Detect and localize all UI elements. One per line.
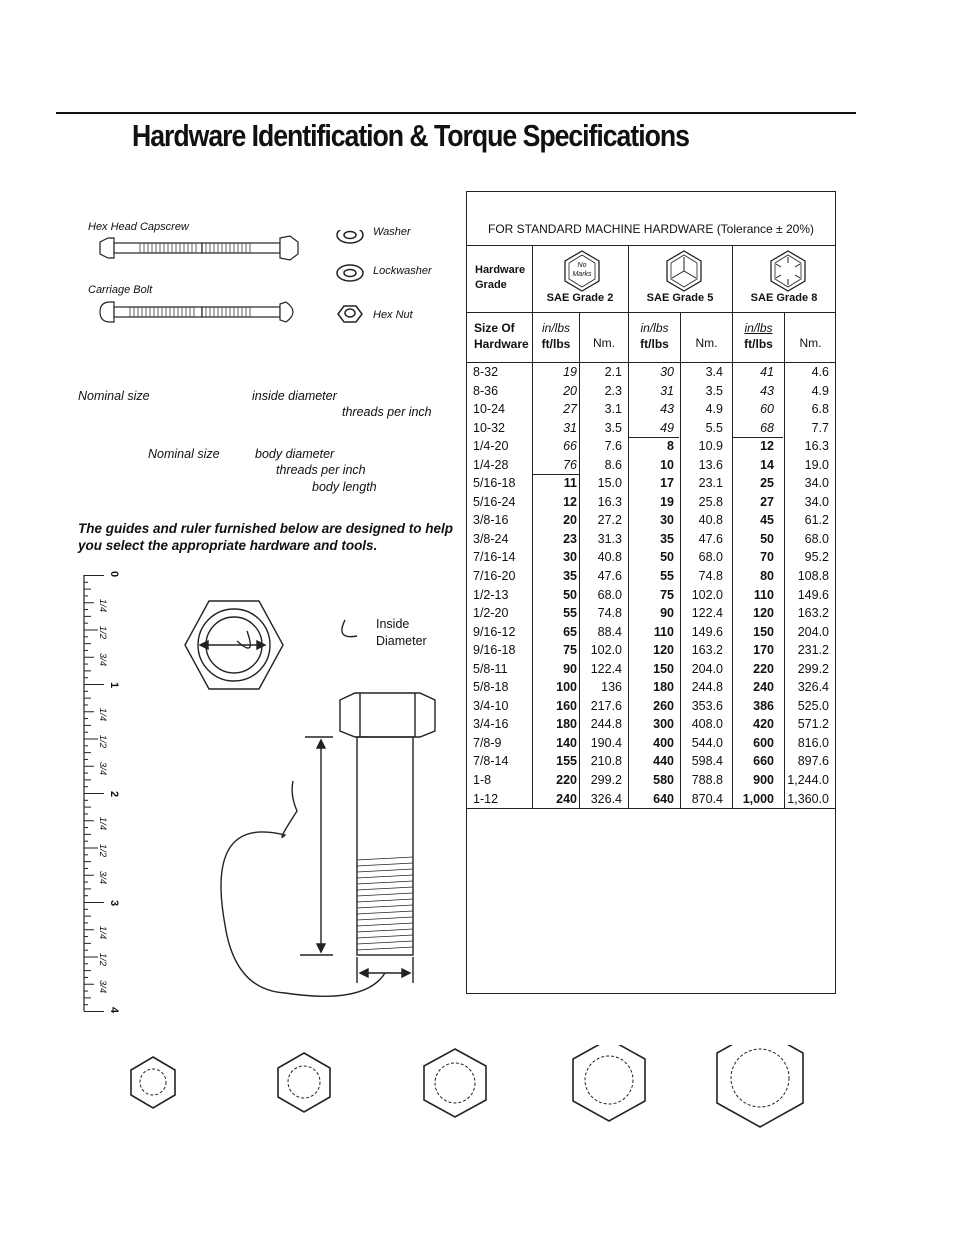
size-cell: 1-12 <box>473 791 499 806</box>
g2-unit-nm: Nm. <box>593 336 615 350</box>
g5-ftlbs-cell: 35 <box>660 531 674 546</box>
size-label-line2: Hardware <box>474 337 529 351</box>
g2-nm-cell: 15.0 <box>597 476 622 491</box>
g8-ftlbs-cell: 660 <box>753 754 774 769</box>
size-cell: 5/8-11 <box>473 661 508 676</box>
table-row <box>466 474 836 493</box>
g8-ftlbs-cell: 110 <box>753 587 774 602</box>
g5-ftlbs-cell: 31 <box>660 383 674 398</box>
g5-ftlbs-cell: 43 <box>660 402 674 417</box>
table-row <box>466 604 836 623</box>
g2-ftlbs-cell: 20 <box>563 383 577 398</box>
bolt-body-diameter: body diameter <box>255 447 335 461</box>
g5-nm-cell: 68.0 <box>698 550 723 565</box>
top-rule <box>56 112 856 114</box>
size-cell: 1/2-13 <box>473 587 509 602</box>
table-row <box>466 586 836 605</box>
size-cell: 8-32 <box>473 365 499 379</box>
g8-nm-cell: 231.2 <box>797 643 829 658</box>
size-cell: 10-32 <box>473 420 505 435</box>
size-cell: 1/4-20 <box>473 439 509 454</box>
g2-nm-cell: 190.4 <box>590 735 622 750</box>
g2-ftlbs-cell: 35 <box>563 569 577 584</box>
g2-nm-cell: 74.8 <box>597 606 622 621</box>
g5-ftlbs-cell: 110 <box>653 624 674 639</box>
g5-nm-cell: 13.6 <box>698 457 723 472</box>
g5-ftlbs-cell: 440 <box>653 754 674 769</box>
g5-ftlbs-cell: 30 <box>660 513 674 528</box>
ruler-frac: 1/4 <box>97 816 109 831</box>
g2-ftlbs-cell: 55 <box>563 606 577 621</box>
hex-nut-icon <box>338 306 362 322</box>
g2-ftlbs-cell: 155 <box>556 754 577 769</box>
g2-nm-cell: 68.0 <box>597 587 622 602</box>
g2-ftlbs-cell: 220 <box>556 773 577 788</box>
table-row <box>466 437 836 456</box>
table-row <box>466 456 836 475</box>
g2-nm-cell: 326.4 <box>590 791 622 806</box>
ruler-label-2: 2 <box>108 790 121 798</box>
g5-ftlbs-cell: 120 <box>653 643 674 658</box>
hex-guide-2-icon <box>278 1053 330 1112</box>
hardware-illustrations <box>90 230 370 330</box>
g2-nm-cell: 136 <box>601 680 622 695</box>
g8-nm-cell: 525.0 <box>797 698 829 713</box>
g8-nm-cell: 299.2 <box>797 661 829 676</box>
g2-nm-cell: 122.4 <box>590 661 622 676</box>
label-hex-head-capscrew: Hex Head Capscrew <box>88 221 189 233</box>
g5-ftlbs-cell: 10 <box>660 457 674 472</box>
size-cell: 5/16-24 <box>473 494 516 509</box>
g5-nm-cell: 149.6 <box>691 624 723 639</box>
g2-nm-cell: 40.8 <box>597 550 622 565</box>
g8-nm-cell: 19.0 <box>804 457 829 472</box>
table-row <box>466 790 836 809</box>
g2-ftlbs-cell: 76 <box>563 457 577 472</box>
size-cell: 3/8-24 <box>473 531 509 546</box>
g2-nm-cell: 88.4 <box>597 624 622 639</box>
g5-nm-cell: 23.1 <box>698 476 723 491</box>
g2-ftlbs-cell: 27 <box>563 402 577 417</box>
g5-ftlbs-cell: 17 <box>660 476 674 491</box>
g2-nm-cell: 2.1 <box>604 365 622 379</box>
g8-ftlbs-cell: 120 <box>753 606 774 621</box>
g5-ftlbs-cell: 19 <box>660 494 674 509</box>
g8-unit-ftlbs: ft/lbs <box>744 337 773 351</box>
g5-nm-cell: 598.4 <box>691 754 723 769</box>
size-cell: 1/2-20 <box>473 606 509 621</box>
g8-nm-cell: 163.2 <box>797 606 829 621</box>
grade8-label: SAE Grade 8 <box>750 292 818 304</box>
ruler-frac: 3/4 <box>97 870 109 885</box>
g5-nm-cell: 40.8 <box>698 513 723 528</box>
size-cell: 10-24 <box>473 402 505 417</box>
size-cell: 9/16-18 <box>473 643 516 658</box>
g5-ftlbs-cell: 180 <box>653 680 674 695</box>
g5-unit-inlbs: in/lbs <box>640 321 669 335</box>
g5-ftlbs-cell: 50 <box>660 550 674 565</box>
no-marks-label <box>566 261 598 279</box>
g2-nm-cell: 16.3 <box>597 494 622 509</box>
ruler-frac: 1/2 <box>97 952 109 967</box>
g2-unit-inlbs: in/lbs <box>541 321 570 335</box>
g2-ftlbs-cell: 19 <box>563 365 577 379</box>
table-row <box>466 400 836 419</box>
g8-ftlbs-cell: 240 <box>753 680 774 695</box>
g8-nm-cell: 16.3 <box>804 439 829 454</box>
guide-bolt-icon <box>340 693 435 737</box>
g5-nm-cell: 122.4 <box>691 606 723 621</box>
g2-nm-cell: 3.1 <box>604 402 622 417</box>
g8-nm-cell: 1,360.0 <box>787 791 829 806</box>
hex-capscrew-top-icon <box>202 236 298 260</box>
ruler-frac: 1/4 <box>97 925 109 940</box>
ruler-frac: 3/4 <box>97 761 109 776</box>
g2-ftlbs-cell: 50 <box>563 587 577 602</box>
g2-nm-cell: 210.8 <box>590 754 622 769</box>
table-row <box>466 771 836 790</box>
g5-nm-cell: 3.5 <box>705 383 723 398</box>
inside-diameter-label <box>376 616 427 650</box>
g8-nm-cell: 326.4 <box>797 680 829 695</box>
g8-ftlbs-cell: 220 <box>753 661 774 676</box>
g5-unit-divider <box>628 437 679 438</box>
g5-nm-cell: 3.4 <box>705 365 723 379</box>
no-marks-line1: No <box>577 262 587 269</box>
g2-ftlbs-cell: 65 <box>563 624 577 639</box>
size-cell: 7/8-9 <box>473 735 502 750</box>
ruler-frac: 3/4 <box>97 979 109 994</box>
g8-nm-cell: 6.8 <box>811 402 829 417</box>
table-row <box>466 623 836 642</box>
grade5-label: SAE Grade 5 <box>646 292 714 304</box>
g8-ftlbs-cell: 70 <box>760 550 774 565</box>
g2-nm-cell: 217.6 <box>590 698 622 713</box>
ruler-frac: 1/2 <box>97 843 109 858</box>
g5-nm-cell: 353.6 <box>691 698 723 713</box>
g8-unit-inlbs: in/lbs <box>744 321 773 335</box>
g5-nm-cell: 788.8 <box>691 773 723 788</box>
g2-nm-cell: 7.6 <box>604 439 622 454</box>
grade2-label: SAE Grade 2 <box>546 292 614 304</box>
hex-guide-3-icon <box>424 1049 486 1117</box>
g2-ftlbs-cell: 66 <box>563 439 577 454</box>
g2-nm-cell: 3.5 <box>604 420 622 435</box>
g8-nm-cell: 571.2 <box>797 717 829 732</box>
g8-unit-nm: Nm. <box>799 336 822 350</box>
g5-ftlbs-cell: 75 <box>660 587 674 602</box>
g5-ftlbs-cell: 49 <box>660 420 674 435</box>
g2-nm-cell: 2.3 <box>604 383 622 398</box>
g2-unit-divider <box>532 474 579 475</box>
g5-nm-cell: 25.8 <box>698 494 723 509</box>
g5-ftlbs-cell: 55 <box>660 569 674 584</box>
g8-unit-divider <box>732 437 783 438</box>
g5-ftlbs-cell: 300 <box>653 717 674 732</box>
hex-guide-5-icon <box>717 1045 803 1127</box>
g2-ftlbs-cell: 30 <box>563 550 577 565</box>
g5-nm-cell: 47.6 <box>698 531 723 546</box>
size-cell: 5/16-18 <box>473 476 516 491</box>
g2-ftlbs-cell: 23 <box>563 531 577 546</box>
hardware-grade-line1: Hardware <box>475 264 526 276</box>
g5-ftlbs-cell: 580 <box>653 773 674 788</box>
table-row <box>466 548 836 567</box>
g2-nm-cell: 27.2 <box>597 513 622 528</box>
g2-ftlbs-cell: 11 <box>563 476 577 491</box>
table-row <box>466 530 836 549</box>
no-marks-line2: Marks <box>572 271 592 278</box>
g2-nm-cell: 47.6 <box>597 569 622 584</box>
g8-ftlbs-cell: 41 <box>760 365 774 379</box>
g8-ftlbs-cell: 45 <box>760 513 774 528</box>
g8-ftlbs-cell: 900 <box>753 773 774 788</box>
g2-units <box>533 320 579 352</box>
ruler-frac: 1/4 <box>97 707 109 722</box>
size-cell: 8-36 <box>473 383 499 398</box>
g8-ftlbs-cell: 600 <box>753 735 774 750</box>
table-row <box>466 493 836 512</box>
g2-ftlbs-cell: 180 <box>556 717 577 732</box>
g8-nm-cell: 1,244.0 <box>787 773 829 788</box>
label-lockwasher: Lockwasher <box>373 265 432 277</box>
hardware-grade-label <box>475 263 525 293</box>
g2-ftlbs-cell: 75 <box>563 643 577 658</box>
size-cell: 1/4-28 <box>473 457 509 472</box>
size-cell: 3/4-10 <box>473 698 509 713</box>
table-row <box>466 660 836 679</box>
g8-ftlbs-cell: 80 <box>760 569 774 584</box>
g5-nm-cell: 4.9 <box>705 402 723 417</box>
table-row <box>466 382 836 401</box>
g8-ftlbs-cell: 170 <box>753 643 774 658</box>
grade5-hex-icon <box>662 249 706 293</box>
size-cell: 1-8 <box>473 773 492 788</box>
g8-ftlbs-cell: 27 <box>760 494 774 509</box>
washer-icon <box>337 230 363 243</box>
size-label-line1: Size Of <box>474 321 515 335</box>
ruler-label-3: 3 <box>108 899 121 907</box>
ruler-frac: 3/4 <box>97 652 109 667</box>
g8-units <box>733 320 784 352</box>
table-row <box>466 678 836 697</box>
g8-ftlbs-cell: 14 <box>760 457 774 472</box>
g5-unit-nm: Nm. <box>695 336 718 350</box>
hex-guide-1-icon <box>131 1057 175 1108</box>
g8-nm-cell: 7.7 <box>811 420 829 435</box>
g8-nm-cell: 34.0 <box>804 494 829 509</box>
table-row <box>466 511 836 530</box>
size-cell: 3/4-16 <box>473 717 509 732</box>
g2-ftlbs-cell: 140 <box>556 735 577 750</box>
g5-nm-cell: 163.2 <box>691 643 723 658</box>
g2-nm-cell: 31.3 <box>597 531 622 546</box>
g2-nm-cell: 8.6 <box>604 457 622 472</box>
table-bottom-rule <box>466 808 836 809</box>
g8-ftlbs-cell: 60 <box>760 402 774 417</box>
g8-nm-cell: 61.2 <box>804 513 829 528</box>
g8-ftlbs-cell: 68 <box>760 420 774 435</box>
g2-ftlbs-cell: 31 <box>563 420 577 435</box>
g8-nm-cell: 897.6 <box>797 754 829 769</box>
size-cell: 7/16-14 <box>473 550 516 565</box>
g8-ftlbs-cell: 25 <box>760 476 774 491</box>
hex-capscrew-side-icon <box>100 238 202 258</box>
g2-ftlbs-cell: 160 <box>556 698 577 713</box>
g8-ftlbs-cell: 43 <box>760 383 774 398</box>
g2-nm-cell: 102.0 <box>590 643 622 658</box>
g8-nm-cell: 108.8 <box>797 569 829 584</box>
g2-ftlbs-cell: 100 <box>556 680 577 695</box>
g5-nm-cell: 204.0 <box>691 661 723 676</box>
nut-bolt-guide-drawing <box>165 595 465 1015</box>
table-row <box>466 567 836 586</box>
g5-ftlbs-cell: 90 <box>660 606 674 621</box>
page-title: Hardware Identification & Torque Specifications <box>132 118 689 153</box>
nut-inside-diameter: inside diameter <box>252 389 337 403</box>
g8-nm-cell: 34.0 <box>804 476 829 491</box>
table-row <box>466 363 836 382</box>
nut-threads-per-inch: threads per inch <box>342 405 432 419</box>
label-washer: Washer <box>373 226 411 238</box>
size-of-hardware-label <box>474 320 529 352</box>
g8-nm-cell: 68.0 <box>804 531 829 546</box>
carriage-bolt-top-icon <box>202 302 293 322</box>
ruler-frac: 1/4 <box>97 598 109 613</box>
g8-nm-cell: 204.0 <box>797 624 829 639</box>
table-row <box>466 715 836 734</box>
g8-ftlbs-cell: 150 <box>753 624 774 639</box>
wrench-size-guides <box>120 1045 820 1145</box>
g5-nm-cell: 244.8 <box>691 680 723 695</box>
g5-nm-cell: 544.0 <box>691 735 723 750</box>
g8-ftlbs-cell: 12 <box>760 439 774 454</box>
guide-text: The guides and ruler furnished below are designed to help you select the appropriate hardware and tools. <box>78 521 454 553</box>
size-cell: 9/16-12 <box>473 624 516 639</box>
bolt-threads-per-inch: threads per inch <box>276 463 366 477</box>
size-cell: 3/8-16 <box>473 513 509 528</box>
g8-nm-cell: 4.9 <box>811 383 829 398</box>
grade8-hex-icon <box>766 249 810 293</box>
size-cell: 5/8-18 <box>473 680 509 695</box>
g8-nm-cell: 4.6 <box>811 365 829 379</box>
table-heading: FOR STANDARD MACHINE HARDWARE (Tolerance ± 20%) <box>488 222 814 236</box>
g5-unit-ftlbs: ft/lbs <box>640 337 669 351</box>
g8-nm-cell: 95.2 <box>804 550 829 565</box>
g5-ftlbs-cell: 640 <box>653 791 674 806</box>
table-row <box>466 419 836 438</box>
g5-nm-cell: 74.8 <box>698 569 723 584</box>
g2-ftlbs-cell: 90 <box>563 661 577 676</box>
size-cell: 7/16-20 <box>473 569 516 584</box>
g5-ftlbs-cell: 400 <box>653 735 674 750</box>
ruler-label-4: 4 <box>108 1006 121 1014</box>
label-hex-nut: Hex Nut <box>373 309 413 321</box>
g2-unit-ftlbs: ft/lbs <box>541 337 571 351</box>
lockwasher-icon <box>337 265 363 281</box>
g5-nm-cell: 102.0 <box>691 587 723 602</box>
torque-rows <box>466 362 836 808</box>
table-row <box>466 641 836 660</box>
ruler-frac: 1/2 <box>97 625 109 640</box>
g2-ftlbs-cell: 12 <box>563 494 577 509</box>
g2-nm-cell: 299.2 <box>590 773 622 788</box>
label-carriage-bolt: Carriage Bolt <box>88 284 153 296</box>
g8-ftlbs-cell: 386 <box>753 698 774 713</box>
hardware-grade-line2: Grade <box>475 279 507 291</box>
ruler-label-0: 0 <box>108 570 121 578</box>
size-cell: 7/8-14 <box>473 754 509 769</box>
g5-nm-cell: 10.9 <box>698 439 723 454</box>
bolt-nominal-size: Nominal size <box>148 447 220 461</box>
table-row <box>466 734 836 753</box>
bolt-body-length: body length <box>312 480 377 494</box>
table-row <box>466 752 836 771</box>
inside-diameter-label-line1: Inside <box>376 617 410 631</box>
g5-nm-cell: 870.4 <box>691 791 723 806</box>
table-row <box>466 697 836 716</box>
g8-ftlbs-cell: 420 <box>753 717 774 732</box>
g2-ftlbs-cell: 20 <box>563 513 577 528</box>
ruler-frac: 1/2 <box>97 734 109 749</box>
g5-ftlbs-cell: 260 <box>653 698 674 713</box>
g2-nm-cell: 244.8 <box>590 717 622 732</box>
g5-units <box>629 320 680 352</box>
g8-nm-cell: 149.6 <box>797 587 829 602</box>
carriage-bolt-side-icon <box>100 302 202 322</box>
g5-ftlbs-cell: 30 <box>660 365 674 379</box>
inside-diameter-label-line2: Diameter <box>376 634 427 648</box>
g5-ftlbs-cell: 150 <box>653 661 674 676</box>
g8-ftlbs-cell: 50 <box>760 531 774 546</box>
g8-nm-cell: 816.0 <box>797 735 829 750</box>
ruler-label-1: 1 <box>108 681 121 689</box>
g5-ftlbs-cell: 8 <box>667 439 674 454</box>
nut-nominal-size: Nominal size <box>78 389 150 403</box>
g2-ftlbs-cell: 240 <box>556 791 577 806</box>
g5-nm-cell: 5.5 <box>705 420 723 435</box>
g5-nm-cell: 408.0 <box>691 717 723 732</box>
g8-ftlbs-cell: 1,000 <box>742 791 774 806</box>
